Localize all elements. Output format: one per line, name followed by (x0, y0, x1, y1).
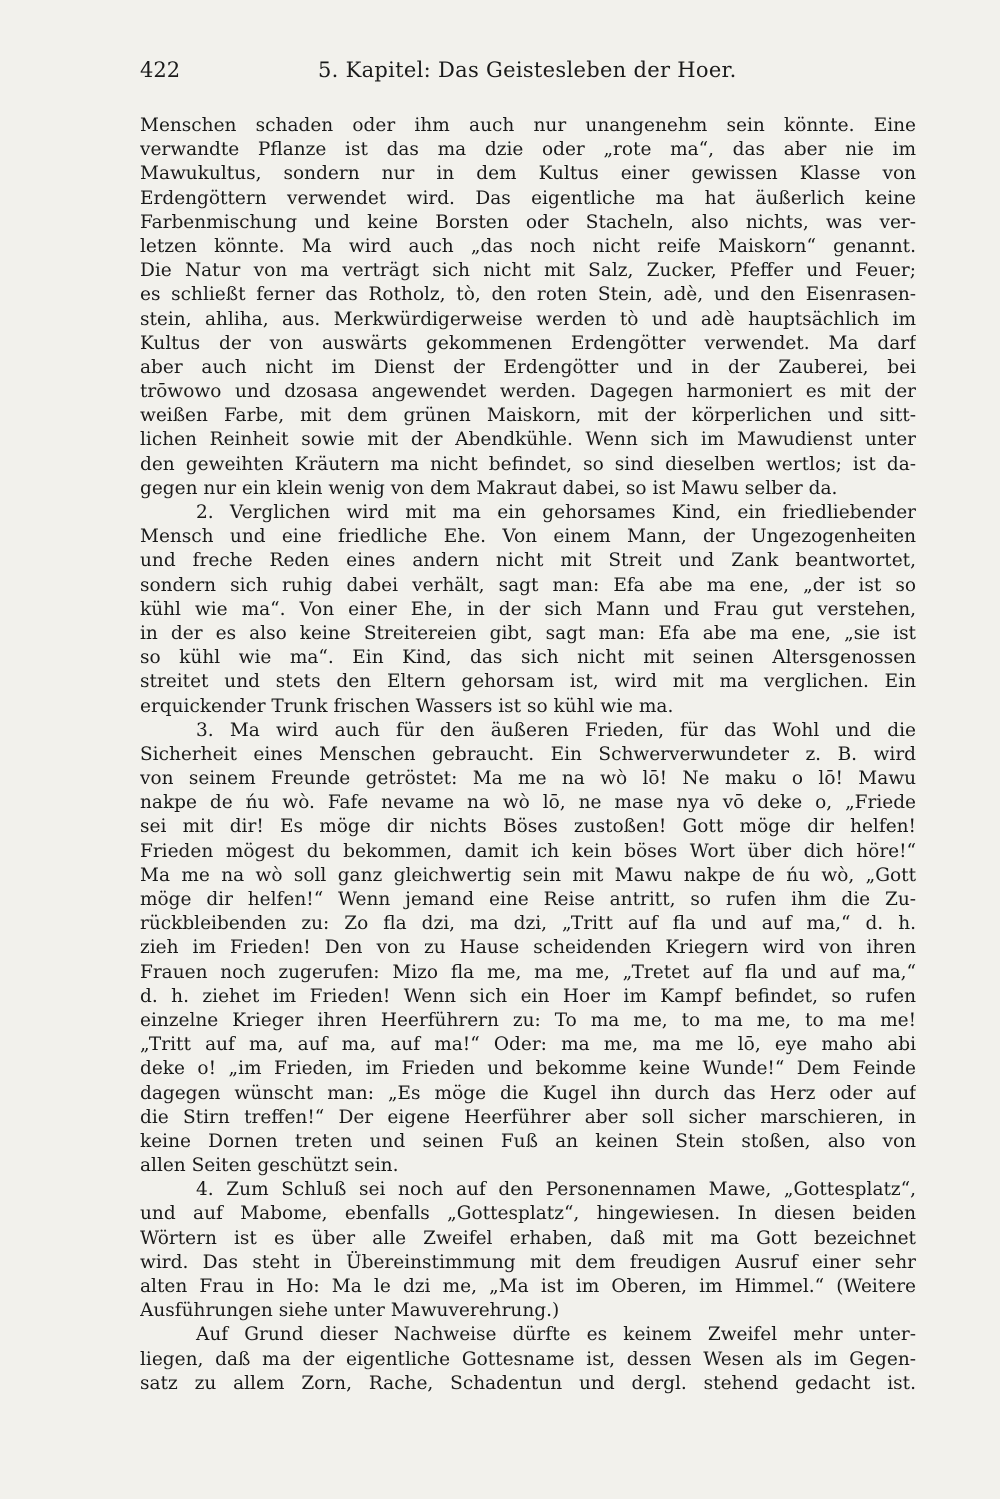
text-line: Mensch und eine friedliche Ehe. Von einem Mann, der Ungezogenheiten (140, 526, 916, 548)
text-line: sei mit dir! Es möge dir nichts Böses zustoßen! Gott möge dir helfen! (140, 816, 916, 838)
text-line: allen Seiten geschützt sein. (140, 1155, 399, 1177)
text-line: Farbenmischung und keine Borsten oder Stacheln, also nichts, was ver- (140, 211, 916, 233)
text-line: liegen, daß ma der eigentliche Gottesname ist, dessen Wesen als im Gegen- (140, 1348, 916, 1370)
page-header (140, 58, 916, 92)
text-line: Die Natur von ma verträgt sich nicht mit Salz, Zucker, Pfeffer und Feuer; (140, 260, 916, 282)
text-line: „Tritt auf ma, auf ma, auf ma!“ Oder: ma me, ma me lō, eye maho abi (140, 1034, 916, 1056)
text-line: Auf Grund dieser Nachweise dürfte es keinem Zweifel mehr unter- (196, 1324, 916, 1346)
text-line: Sicherheit eines Menschen gebraucht. Ein Schwerverwundeter z. B. wird (140, 743, 916, 765)
text-line: Erdengöttern verwendet wird. Das eigentliche ma hat äußerlich keine (140, 187, 916, 209)
text-line: zieh im Frieden! Den von zu Hause scheidenden Kriegern wird von ihren (140, 937, 916, 959)
text-line: verwandte Pflanze ist das ma dzie oder „rote ma“, das aber nie im (140, 139, 916, 161)
text-line: letzen könnte. Ma wird auch „das noch nicht reife Maiskorn“ genannt. (140, 235, 916, 257)
text-line: es schließt ferner das Rotholz, tò, den roten Stein, adè, und den Eisenrasen- (140, 284, 916, 306)
text-line: sondern sich ruhig dabei verhält, sagt man: Efa abe ma ene, „der ist so (140, 574, 916, 596)
text-line: trōwowo und dzosasa angewendet werden. Dagegen harmoniert es mit der (140, 381, 916, 403)
text-line: einzelne Krieger ihren Heerführern zu: To ma me, to ma me, to ma me! (140, 1009, 916, 1031)
text-line: Frieden mögest du bekommen, damit ich kein böses Wort über dich höre!“ (140, 840, 916, 862)
text-line: Wörtern ist es über alle Zweifel erhaben, daß mit ma Gott bezeichnet (140, 1227, 916, 1249)
text-line: 4. Zum Schluß sei noch auf den Personennamen Mawe, „Gottesplatz“, (196, 1179, 916, 1201)
text-line: wird. Das steht in Übereinstimmung mit dem freudigen Ausruf einer sehr (140, 1251, 916, 1273)
text-line: 3. Ma wird auch für den äußeren Frieden, für das Wohl und die (196, 719, 916, 741)
text-line: rückbleibenden zu: Zo fla dzi, ma dzi, „Tritt auf fla und auf ma,“ d. h. (140, 913, 916, 935)
text-line: dagegen wünscht man: „Es möge die Kugel ihn durch das Herz oder auf (140, 1082, 916, 1104)
text-line: von seinem Freunde getröstet: Ma me na wò lō! Ne maku o lō! Mawu (140, 768, 916, 790)
body-text (140, 114, 916, 1396)
text-line: deke o! „im Frieden, im Frieden und bekomme keine Wunde!“ Dem Feinde (140, 1058, 916, 1080)
page-number: 422 (140, 58, 181, 82)
text-line: so kühl wie ma“. Ein Kind, das sich nicht mit seinen Altersgenossen (140, 647, 916, 669)
text-line: gegen nur ein klein wenig von dem Makraut dabei, so ist Mawu selber da. (140, 477, 838, 499)
text-line: Ma me na wò soll ganz gleichwertig sein mit Mawu nakpe de ńu wò, „Gott (140, 864, 916, 886)
text-line: erquickender Trunk frischen Wassers ist so kühl wie ma. (140, 695, 674, 717)
text-line: und auf Mabome, ebenfalls „Gottesplatz“, hingewiesen. In diesen beiden (140, 1203, 916, 1225)
text-line: die Stirn treffen!“ Der eigene Heerführer aber soll sicher marschieren, in (140, 1106, 916, 1128)
text-line: d. h. ziehet im Frieden! Wenn sich ein Hoer im Kampf befindet, so rufen (140, 985, 916, 1007)
running-head: 5. Kapitel: Das Geistesleben der Hoer. (318, 58, 737, 82)
text-line: aber auch nicht im Dienst der Erdengötter und in der Zauberei, bei (140, 356, 916, 378)
text-line: stein, ahliha, aus. Merkwürdigerweise werden tò und adè hauptsächlich im (140, 308, 916, 330)
text-line: 2. Verglichen wird mit ma ein gehorsames Kind, ein friedliebender (196, 502, 916, 523)
text-line: lichen Reinheit sowie mit der Abendkühle. Wenn sich im Mawudienst unter (140, 429, 916, 451)
text-line: streitet und stets den Eltern gehorsam ist, wird mit ma verglichen. Ein (140, 671, 916, 693)
text-line: den geweihten Kräutern ma nicht befindet, so sind dieselben wertlos; ist da- (140, 453, 916, 475)
text-line: weißen Farbe, mit dem grünen Maiskorn, mit der körperlichen und sitt- (140, 405, 916, 427)
text-line: Frauen noch zugerufen: Mizo fla me, ma me, „Tretet auf fla und auf ma,“ (140, 961, 916, 983)
text-line: möge dir helfen!“ Wenn jemand eine Reise antritt, so rufen ihm die Zu- (140, 889, 916, 910)
text-line: nakpe de ńu wò. Fafe nevame na wò lō, ne mase nya vō deke o, „Friede (140, 792, 916, 814)
text-line: Ausführungen siehe unter Mawuverehrung.) (140, 1300, 560, 1322)
text-line: in der es also keine Streitereien gibt, sagt man: Efa abe ma ene, „sie ist (140, 622, 916, 644)
text-line: Mawukultus, sondern nur in dem Kultus einer gewissen Klasse von (140, 163, 916, 185)
text-line: und freche Reden eines andern nicht mit Streit und Zank beantwortet, (140, 550, 916, 572)
text-line: kühl wie ma“. Von einer Ehe, in der sich Mann und Frau gut verstehen, (140, 598, 916, 620)
text-line: alten Frau in Ho: Ma le dzi me, „Ma ist im Oberen, im Himmel.“ (Weitere (140, 1276, 916, 1297)
text-line: satz zu allem Zorn, Rache, Schadentun und dergl. stehend gedacht ist. (140, 1372, 916, 1394)
text-line: keine Dornen treten und seinen Fuß an keinen Stein stoßen, also von (140, 1130, 916, 1152)
text-line: Menschen schaden oder ihm auch nur unangenehm sein könnte. Eine (140, 115, 916, 136)
text-line: Kultus der von auswärts gekommenen Erdengötter verwendet. Ma darf (140, 332, 916, 354)
